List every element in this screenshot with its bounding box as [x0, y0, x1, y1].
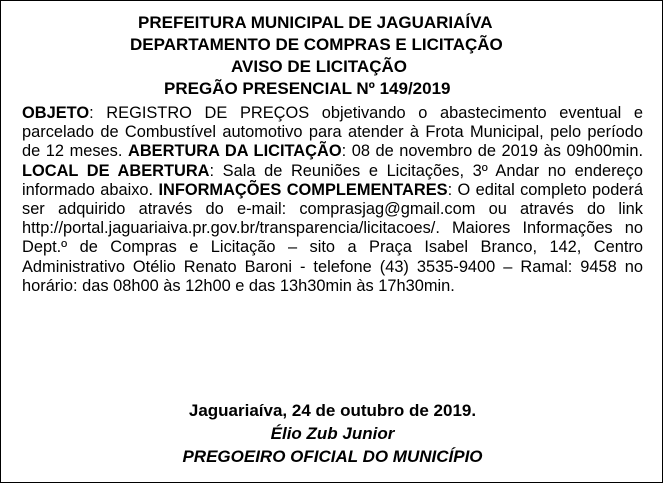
local-text: : Sala de Reuniões e Licitações, 3º Andar no endereço informado abaixo. — [22, 161, 643, 199]
objeto-label: OBJETO — [22, 104, 90, 122]
info-text-contact: Maiores Informações no Dept.º de Compras e Licitação – sito a Praça Isabel Branco, 142, Centro Administrativo Otélio Renato Baroni - telefone (43) 3535-9400 – Ramal: 9458 no horário: das 08h00 às 12h00 e das 13h30min às 17h30min. — [22, 219, 643, 295]
footer-role: PREGOEIRO OFICIAL DO MUNICÍPIO — [182, 447, 483, 466]
info-text-links: : O edital completo poderá ser adquirido através do e-mail: comprasjag@gmail.com ou através do link http://portal.jaguariaiva.pr.gov.br/transparencia/licitacoes/. — [22, 180, 644, 238]
header-line-3: AVISO DE LICITAÇÃO — [231, 57, 407, 76]
objeto-text: : REGISTRO DE PREÇOS objetivando o abastecimento eventual e parcelado de Combustível automotivo para atender à Frota Municipal, pelo período de 12 meses. — [22, 104, 643, 161]
footer-date: Jaguariaíva, 24 de outubro de 2019. — [188, 401, 477, 420]
abertura-label: ABERTURA DA LICITAÇÃO — [128, 142, 342, 161]
local-label: LOCAL DE ABERTURA — [22, 161, 210, 180]
header-line-1: PREFEITURA MUNICIPAL DE JAGUARIAÍVA — [138, 13, 493, 32]
abertura-text: : 08 de novembro de 2019 às 09h00min. — [341, 142, 643, 161]
footer-signer: Élio Zub Junior — [270, 424, 395, 443]
notice-body — [22, 104, 643, 296]
header-line-2: DEPARTAMENTO DE COMPRAS E LICITAÇÃO — [130, 35, 503, 54]
header-line-4: PREGÃO PRESENCIAL Nº 149/2019 — [164, 79, 451, 98]
info-label: INFORMAÇÕES COMPLEMENTARES — [158, 180, 448, 199]
